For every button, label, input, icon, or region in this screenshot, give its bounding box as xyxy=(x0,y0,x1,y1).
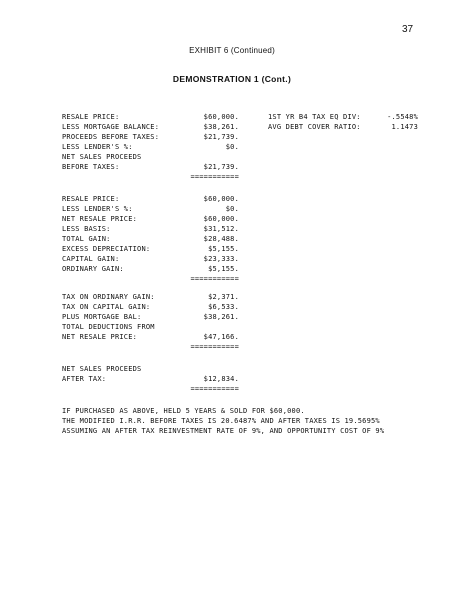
table-row xyxy=(62,254,239,264)
metric-label: AVG DEBT COVER RATIO: xyxy=(268,123,361,131)
row-label: TAX ON CAPITAL GAIN: xyxy=(62,303,151,311)
row-label: CAPITAL GAIN: xyxy=(62,255,120,263)
row-label: NET RESALE PRICE: xyxy=(62,333,138,341)
row-label: EXCESS DEPRECIATION: xyxy=(62,245,151,253)
row-value: $31,512. xyxy=(203,225,239,233)
row-label: BEFORE TAXES: xyxy=(62,163,120,171)
table-row xyxy=(62,312,239,322)
table-row xyxy=(62,112,239,122)
table-row xyxy=(62,364,239,374)
row-value: $23,333. xyxy=(203,255,239,263)
double-rule: =========== xyxy=(190,343,239,351)
table-row xyxy=(62,162,239,172)
row-label: AFTER TAX: xyxy=(62,375,107,383)
table-row xyxy=(62,264,239,274)
table-row xyxy=(62,204,239,214)
table-row xyxy=(62,332,239,342)
metric-label: 1ST YR B4 TAX EQ DIV: xyxy=(268,113,361,121)
row-label: PLUS MORTGAGE BAL: xyxy=(62,313,142,321)
table-row xyxy=(62,374,239,384)
row-value: $60,000. xyxy=(203,215,239,223)
row-value: $60,000. xyxy=(203,195,239,203)
row-value: $60,000. xyxy=(203,113,239,121)
row-label: RESALE PRICE: xyxy=(62,195,120,203)
table-row xyxy=(62,292,239,302)
table-row xyxy=(62,302,239,312)
summary-line: THE MODIFIED I.R.R. BEFORE TAXES IS 20.6487% AND AFTER TAXES IS 19.5695% xyxy=(62,417,380,425)
row-value: $38,261. xyxy=(203,313,239,321)
row-label: LESS LENDER'S %: xyxy=(62,143,133,151)
summary-line: ASSUMING AN AFTER TAX REINVESTMENT RATE OF 9%, AND OPPORTUNITY COST OF 9% xyxy=(62,427,385,435)
metric-row xyxy=(268,122,418,132)
row-value: $21,739. xyxy=(203,163,239,171)
side-metrics xyxy=(268,112,418,132)
tax-deductions-block xyxy=(62,292,239,352)
demonstration-title: DEMONSTRATION 1 (Cont.) xyxy=(172,74,292,84)
row-label: NET SALES PROCEEDS xyxy=(62,365,142,373)
summary-text xyxy=(62,406,384,436)
metric-row xyxy=(268,112,418,122)
row-label: ORDINARY GAIN: xyxy=(62,265,124,273)
row-value: $0. xyxy=(225,143,239,151)
row-value: $28,488. xyxy=(203,235,239,243)
row-value: $5,155. xyxy=(208,265,239,273)
row-label: TAX ON ORDINARY GAIN: xyxy=(62,293,155,301)
row-label: LESS MORTGAGE BALANCE: xyxy=(62,123,160,131)
row-label: RESALE PRICE: xyxy=(62,113,120,121)
row-label: NET SALES PROCEEDS xyxy=(62,153,142,161)
row-value: $12,834. xyxy=(203,375,239,383)
row-value: $6,533. xyxy=(208,303,239,311)
table-row xyxy=(62,122,239,132)
row-value: $0. xyxy=(225,205,239,213)
page-number: 37 xyxy=(402,24,414,35)
table-row xyxy=(62,234,239,244)
row-label: LESS BASIS: xyxy=(62,225,111,233)
row-label: TOTAL GAIN: xyxy=(62,235,111,243)
exhibit-title: EXHIBIT 6 (Continued) xyxy=(189,46,275,55)
row-value: $2,371. xyxy=(208,293,239,301)
table-row xyxy=(62,132,239,142)
gain-computation-block xyxy=(62,194,239,284)
row-label: NET RESALE PRICE: xyxy=(62,215,138,223)
table-row xyxy=(62,214,239,224)
row-value: $21,739. xyxy=(203,133,239,141)
row-value: $38,261. xyxy=(203,123,239,131)
resale-summary-block xyxy=(62,112,239,182)
summary-line: IF PURCHASED AS ABOVE, HELD 5 YEARS & SOLD FOR $60,000. xyxy=(62,407,305,415)
table-row xyxy=(62,224,239,234)
double-rule: =========== xyxy=(190,173,239,181)
table-row xyxy=(62,142,239,152)
row-value: $5,155. xyxy=(208,245,239,253)
table-row xyxy=(62,322,239,332)
metric-value: 1.1473 xyxy=(391,123,418,131)
row-label: TOTAL DEDUCTIONS FROM xyxy=(62,323,155,331)
row-label: PROCEEDS BEFORE TAXES: xyxy=(62,133,160,141)
table-row xyxy=(62,244,239,254)
double-rule: =========== xyxy=(190,275,239,283)
double-rule: =========== xyxy=(190,385,239,393)
metric-value: -.5548% xyxy=(387,113,418,121)
row-value: $47,166. xyxy=(203,333,239,341)
after-tax-proceeds-block xyxy=(62,364,239,394)
table-row xyxy=(62,152,239,162)
row-label: LESS LENDER'S %: xyxy=(62,205,133,213)
table-row xyxy=(62,194,239,204)
